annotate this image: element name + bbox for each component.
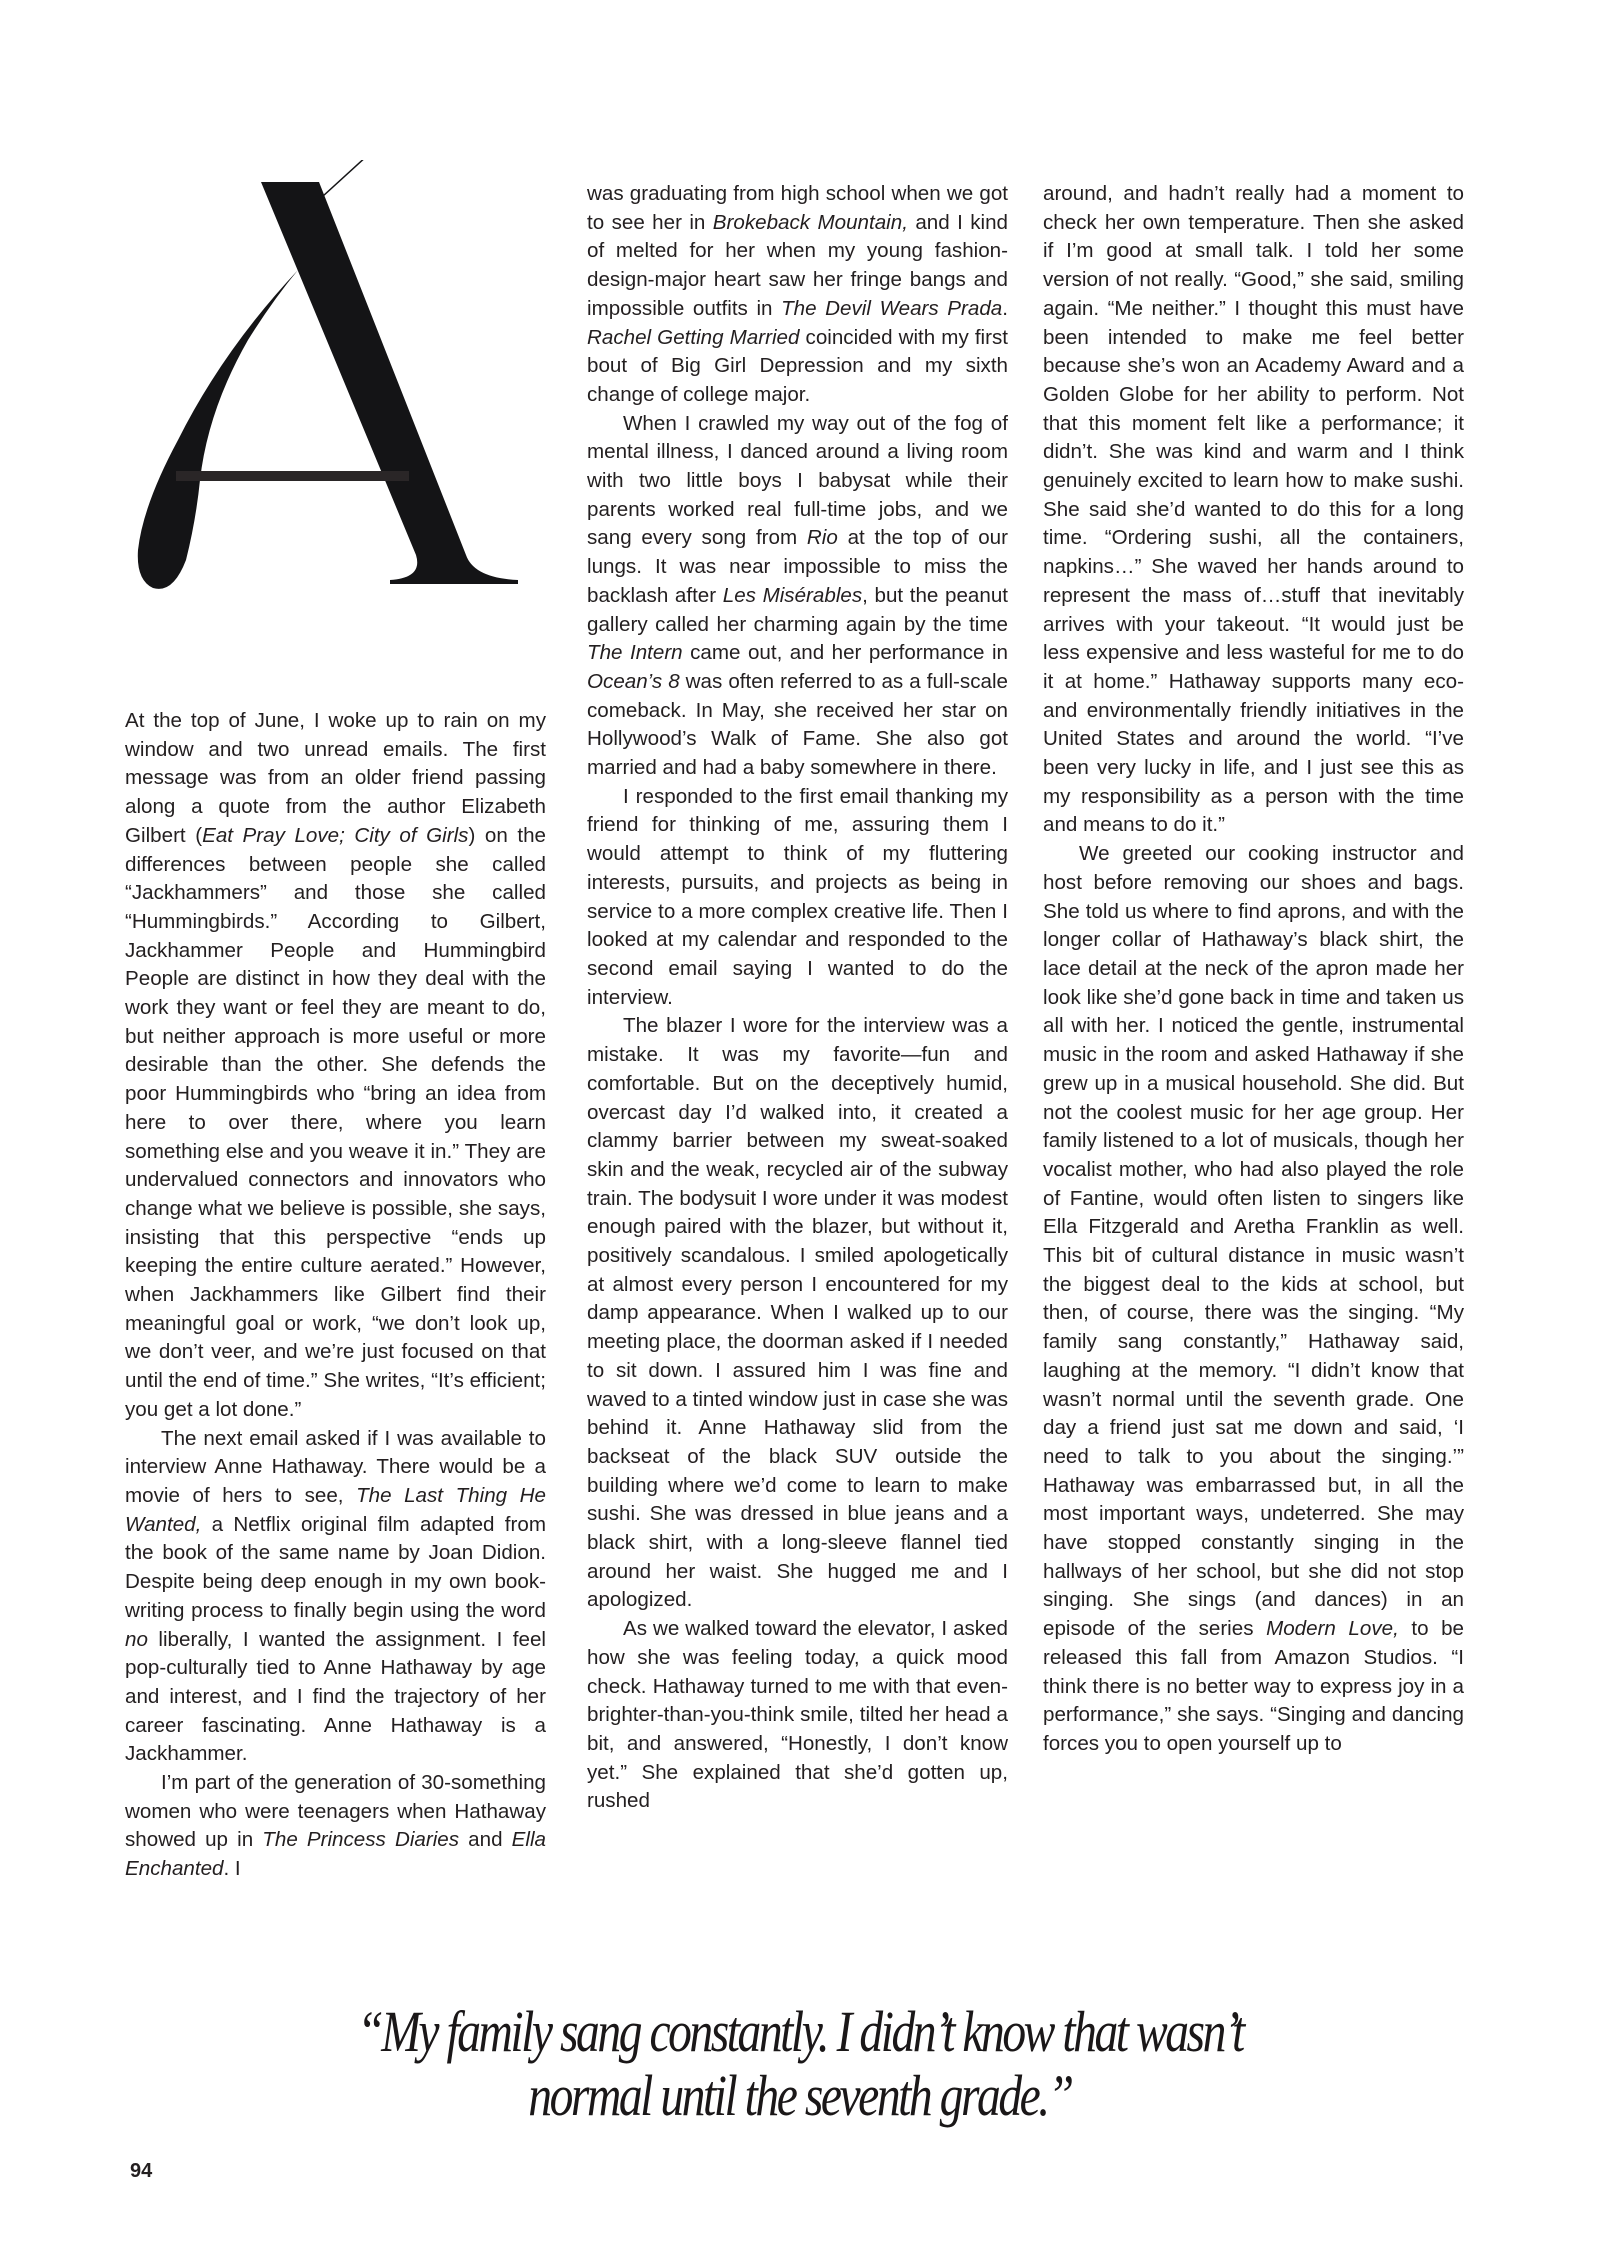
body-text: I’m part of the generation of 30-something women who were teenagers when Hathaway showed up in [125,1771,546,1852]
body-text: I responded to the first email thanking my friend for thinking of me, assuring them I would attempt to think of my fluttering interests, pursuits, and projects as being in service to a more complex creative life. Then I looked at my calendar and responded to the second email saying I wanted to do the interview. [587,784,1008,1009]
article-column-3 [1043,180,1464,1759]
body-text: , but the peanut gallery called her charming again by the time [587,583,1008,636]
italic-title-text: The Last Thing He Wanted, [125,1483,546,1536]
body-text: was often referred to as a full-scale comeback. In May, she received her star on Hollywood’s Walk of Fame. She also got married and had a baby somewhere in there. [587,669,1008,780]
body-text: came out, and her performance in [682,641,1008,665]
body-paragraph [587,783,1008,1013]
italic-title-text: Modern Love, [1266,1617,1399,1641]
italic-title-text: Eat Pray Love; City of Girls [202,823,469,847]
body-text: When I crawled my way out of the fog of mental illness, I danced around a living room with two little boys I babysat while their parents worked real full-time jobs, and we sang every song from [587,411,1008,550]
italic-title-text: The Devil Wears Prada [781,296,1003,320]
pull-quote-line-1: “My family sang constantly. I didn’t know that wasn’t [357,1999,1243,2064]
body-text: to be released this fall from Amazon Studios. “I think there is no better way to express joy in a performance,” she says. “Singing and dancing forces you to open yourself up to [1043,1617,1464,1755]
pull-quote [259,2000,1341,2128]
body-text: coincided with my first bout of Big Girl Depression and my sixth change of college major. [587,325,1008,406]
page-number: 94 [130,2160,153,2182]
body-paragraph [125,1769,546,1884]
italic-title-text: Brokeback Mountain, [712,210,908,234]
article-column-1 [125,707,546,1884]
body-text: ) on the differences between people she called “Jackhammers” and those she called “Hummingbirds.” According to Gilbert, Jackhammer People and Hummingbird People are distinct in how they deal with the work they want or feel they are meant to do, but neither approach is more useful or more desirable than the other. She defends the poor Hummingbirds who “bring an idea from here to over there, where you learn something else and you weave it in.” They are undervalued connectors and innovators who change what we believe is possible, she says, insisting that this perspective “ends up keeping the entire culture aerated.” However, when Jackhammers like Gilbert find their meaningful goal or work, “we don’t look up, we don’t veer, and we’re just focused on that until the end of time.” She writes, “It’s efficient; you get a lot done.” [125,823,546,1421]
body-text: At the top of June, I woke up to rain on my window and two unread emails. The first message was from an older friend passing along a quote from the author Elizabeth Gilbert ( [125,709,546,847]
italic-title-text: no [125,1627,148,1651]
body-paragraph [1043,840,1464,1759]
body-paragraph [587,410,1008,783]
body-text: . [1002,296,1008,320]
article-column-2 [587,180,1008,1816]
body-text: and I kind of melted for her when my young fashion-design-major heart saw her fringe bangs and impossible outfits in [587,210,1008,320]
body-text: around, and hadn’t really had a moment to check her own temperature. Then she asked if I’m good at small talk. I told her some version of not really. “Good,” she said, smiling again. “Me neither.” I thought this must have been intended to make me feel better because she’s won an Academy Award and a Golden Globe for her ability to perform. Not that this moment felt like a performance; it didn’t. She was kind and warm and I think genuinely excited to learn how to make sushi. She said she’d wanted to do this for a long time. “Ordering sushi, all the containers, napkins…” She waved her hands around to represent the mass of…stuff that inevitably arrives with your takeout. “It would just be less expensive and less wasteful for me to do it at home.” Hathaway supports many eco- and environmentally friendly initiatives in the United States and around the world. “I’ve been very lucky in life, and I just see this as my responsibility as a person with the time and means to do it.” [1043,182,1464,837]
body-text: The next email asked if I was available to interview Anne Hathaway. There would be a movie of hers to see, [125,1426,546,1507]
drop-cap-a [128,160,528,600]
body-paragraph [587,1615,1008,1816]
body-text: a Netflix original film adapted from the book of the same name by Joan Didion. Despite being deep enough in my own book-writing process to finally begin using the word [125,1512,546,1622]
body-text: liberally, I wanted the assignment. I feel pop-culturally tied to Anne Hathaway by age and interest, and I find the trajectory of her career fascinating. Anne Hathaway is a Jackhammer. [125,1627,546,1766]
body-text: We greeted our cooking instructor and host before removing our shoes and bags. She told us where to find aprons, and with the longer collar of Hathaway’s black shirt, the lace detail at the neck of the apron made her look like she’d gone back in time and taken us all with her. I noticed the gentle, instrumental music in the room and asked Hathaway if she grew up in a musical household. She did. But not the coolest music for her age group. Her family listened to a lot of musicals, though her vocalist mother, who had also played the role of Fantine, would often listen to singers like Ella Fitzgerald and Aretha Franklin as well. This bit of cultural distance in music wasn’t the biggest deal to the kids at school, but then, of course, there was the singing. “My family sang constantly,” Hathaway said, laughing at the memory. “I didn’t know that wasn’t normal until the seventh grade. One day a friend just sat me down and said, ‘I need to talk to you about the singing.’” Hathaway was embarrassed but, in all the most important ways, undeterred. She may have stopped constantly singing in the hallways of her school, but she did not stop singing. She sings (and dances) in an episode of the series [1043,842,1464,1641]
drop-cap-swash [138,270,298,589]
body-text: and [459,1828,512,1852]
body-paragraph [125,707,546,1425]
italic-title-text: The Intern [587,641,683,665]
italic-title-text: The Princess Diaries [262,1828,460,1852]
italic-title-text: Rachel Getting Married [587,325,800,349]
body-text: at the top of our lungs. It was near impossible to miss the backlash after [587,526,1008,607]
drop-cap-letter-a-icon [128,160,528,600]
body-text: was graduating from high school when we got to see her in [587,182,1008,234]
italic-title-text: Rio [806,526,838,550]
pull-quote-line-2: normal until the seventh grade.” [528,2063,1072,2128]
body-paragraph [125,1425,546,1769]
body-paragraph [587,180,1008,410]
body-text: As we walked toward the elevator, I asked how she was feeling today, a quick mood check. Hathaway turned to me with that even-brighter-than-you-think smile, tilted her head a bit, and answered, “Honestly, I don’t know yet.” She explained that she’d gotten up, rushed [587,1617,1008,1813]
body-text: . I [223,1857,241,1881]
italic-title-text: Ocean’s 8 [587,669,680,693]
body-text: The blazer I wore for the interview was a mistake. It was my favorite—fun and comfortable. But on the deceptively humid, overcast day I’d walked into, it created a clammy barrier between my sweat-soaked skin and the weak, recycled air of the subway train. The bodysuit I wore under it was modest enough paired with the blazer, but without it, positively scandalous. I smiled apologetically at almost every person I encountered for my damp appearance. When I walked up to our meeting place, the doorman asked if I needed to sit down. I assured him I was fine and waved to a tinted window just in case she was behind it. Anne Hathaway slid from the backseat of the black SUV outside the building where we’d come to learn to make sushi. She was dressed in blue jeans and a black shirt, with a long-sleeve flannel tied around her waist. She hugged me and I apologized. [587,1014,1008,1612]
italic-title-text: Les Misérables [722,583,863,607]
body-paragraph [587,1012,1008,1615]
drop-cap-crossbar [176,471,409,481]
body-paragraph [1043,180,1464,840]
drop-cap-stem [261,182,518,584]
italic-title-text: Ella Enchanted [125,1828,546,1881]
